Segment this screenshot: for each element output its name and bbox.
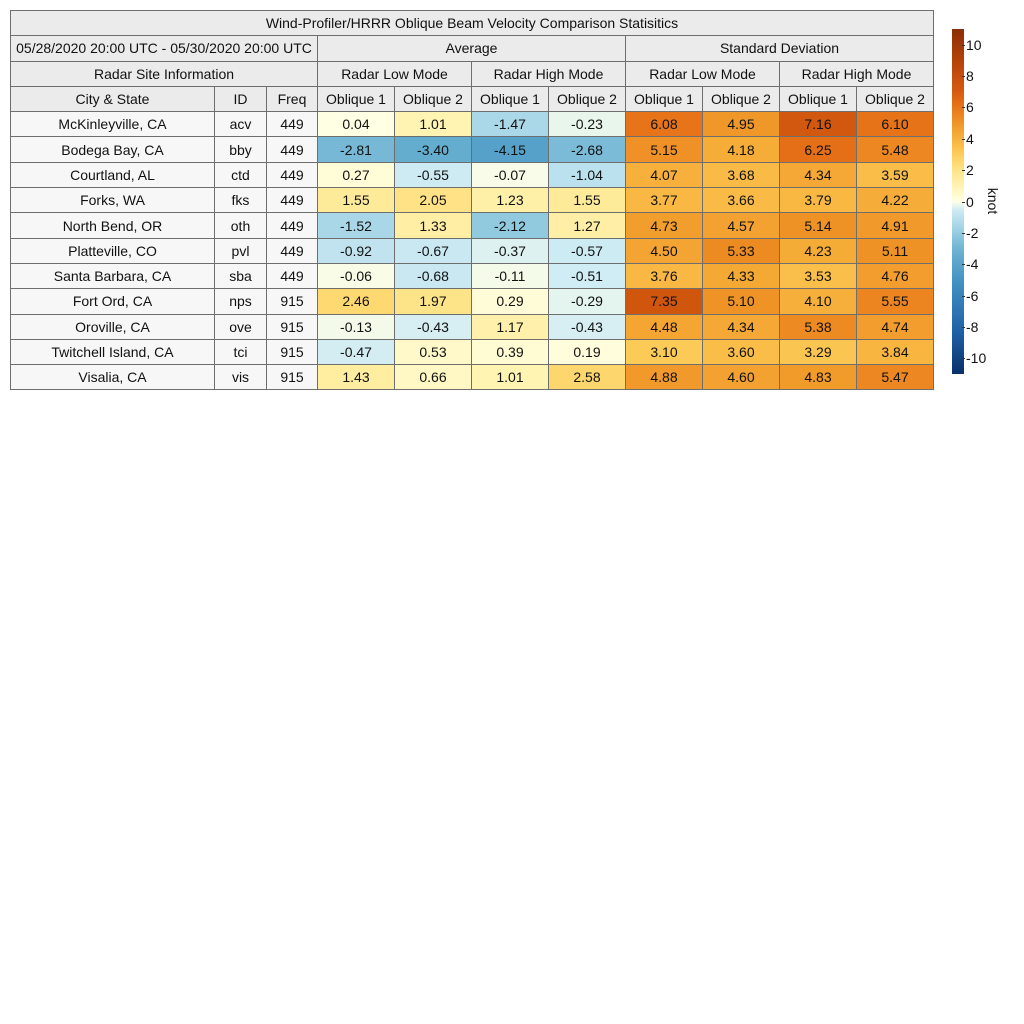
- site-city-cell: Santa Barbara, CA: [11, 263, 215, 288]
- site-freq-cell: 449: [267, 162, 318, 187]
- value-cell: -0.29: [549, 289, 626, 314]
- colorbar-tick-mark: [962, 202, 965, 203]
- value-cell: 5.10: [703, 289, 780, 314]
- value-cell: -0.67: [395, 238, 472, 263]
- site-freq-cell: 449: [267, 137, 318, 162]
- site-city-cell: Oroville, CA: [11, 314, 215, 339]
- value-cell: 2.05: [395, 188, 472, 213]
- site-freq-cell: 449: [267, 213, 318, 238]
- value-cell: 4.18: [703, 137, 780, 162]
- site-freq-cell: 915: [267, 314, 318, 339]
- value-cell: -4.15: [472, 137, 549, 162]
- value-cell: 3.10: [626, 339, 703, 364]
- value-cell: -1.04: [549, 162, 626, 187]
- site-id-cell: acv: [215, 112, 267, 137]
- value-cell: 4.76: [857, 263, 934, 288]
- id-column-header: ID: [215, 86, 267, 111]
- table-row: [11, 162, 934, 187]
- value-cell: -0.23: [549, 112, 626, 137]
- site-city-cell: North Bend, OR: [11, 213, 215, 238]
- value-cell: 1.27: [549, 213, 626, 238]
- std-dev-header: Standard Deviation: [626, 36, 934, 61]
- site-id-cell: tci: [215, 339, 267, 364]
- site-freq-cell: 449: [267, 188, 318, 213]
- site-id-cell: fks: [215, 188, 267, 213]
- site-freq-cell: 915: [267, 289, 318, 314]
- value-cell: 1.43: [318, 365, 395, 390]
- site-freq-cell: 449: [267, 263, 318, 288]
- value-cell: -0.43: [549, 314, 626, 339]
- value-cell: 3.53: [780, 263, 857, 288]
- table-row: [11, 213, 934, 238]
- colorbar-tick-mark: [962, 264, 965, 265]
- average-header: Average: [318, 36, 626, 61]
- avg-low-mode-header: Radar Low Mode: [318, 61, 472, 86]
- value-cell: 5.11: [857, 238, 934, 263]
- site-id-cell: bby: [215, 137, 267, 162]
- stats-table-container: [10, 10, 934, 390]
- site-freq-cell: 449: [267, 112, 318, 137]
- colorbar-tick-label: 6: [966, 99, 974, 116]
- value-cell: -0.47: [318, 339, 395, 364]
- value-cell: 7.35: [626, 289, 703, 314]
- value-cell: 5.15: [626, 137, 703, 162]
- site-freq-cell: 449: [267, 238, 318, 263]
- value-cell: 4.95: [703, 112, 780, 137]
- colorbar-tick-label: 8: [966, 68, 974, 85]
- value-cell: 5.47: [857, 365, 934, 390]
- site-id-cell: oth: [215, 213, 267, 238]
- value-cell: 3.60: [703, 339, 780, 364]
- value-cell: -2.68: [549, 137, 626, 162]
- table-row: [11, 314, 934, 339]
- value-cell: -0.57: [549, 238, 626, 263]
- value-cell: 4.48: [626, 314, 703, 339]
- value-cell: 4.83: [780, 365, 857, 390]
- colorbar-tick-mark: [962, 45, 965, 46]
- site-id-cell: pvl: [215, 238, 267, 263]
- std-high-mode-header: Radar High Mode: [780, 61, 934, 86]
- colorbar-tick-mark: [962, 327, 965, 328]
- colorbar-tick-mark: [962, 170, 965, 171]
- value-cell: 3.59: [857, 162, 934, 187]
- value-cell: -3.40: [395, 137, 472, 162]
- value-cell: 4.23: [780, 238, 857, 263]
- value-cell: 3.68: [703, 162, 780, 187]
- value-cell: 1.33: [395, 213, 472, 238]
- colorbar-tick-label: -10: [966, 350, 987, 367]
- colorbar-tick-mark: [962, 358, 965, 359]
- value-cell: -0.07: [472, 162, 549, 187]
- value-cell: 4.10: [780, 289, 857, 314]
- beam-column-header: Oblique 2: [549, 86, 626, 111]
- value-cell: 1.17: [472, 314, 549, 339]
- value-cell: 3.66: [703, 188, 780, 213]
- value-cell: 1.01: [472, 365, 549, 390]
- value-cell: 3.84: [857, 339, 934, 364]
- site-city-cell: Visalia, CA: [11, 365, 215, 390]
- value-cell: 6.25: [780, 137, 857, 162]
- table-row: [11, 137, 934, 162]
- value-cell: -0.37: [472, 238, 549, 263]
- colorbar-tick-mark: [962, 107, 965, 108]
- value-cell: 7.16: [780, 112, 857, 137]
- value-cell: -0.92: [318, 238, 395, 263]
- value-cell: 0.19: [549, 339, 626, 364]
- colorbar-tick-label: 2: [966, 162, 974, 179]
- value-cell: 2.46: [318, 289, 395, 314]
- value-cell: 4.34: [703, 314, 780, 339]
- value-cell: 5.55: [857, 289, 934, 314]
- value-cell: 6.10: [857, 112, 934, 137]
- value-cell: 1.97: [395, 289, 472, 314]
- value-cell: -0.11: [472, 263, 549, 288]
- colorbar-tick-label: -8: [966, 318, 979, 335]
- stats-table: [10, 10, 934, 390]
- value-cell: 1.55: [549, 188, 626, 213]
- site-id-cell: ove: [215, 314, 267, 339]
- table-row: [11, 112, 934, 137]
- value-cell: 1.55: [318, 188, 395, 213]
- value-cell: 0.29: [472, 289, 549, 314]
- colorbar-tick-label: -6: [966, 287, 979, 304]
- value-cell: 1.01: [395, 112, 472, 137]
- value-cell: 0.04: [318, 112, 395, 137]
- table-row: [11, 238, 934, 263]
- value-cell: 4.57: [703, 213, 780, 238]
- site-city-cell: McKinleyville, CA: [11, 112, 215, 137]
- table-title: Wind-Profiler/HRRR Oblique Beam Velocity Comparison Statisitics: [11, 11, 934, 36]
- value-cell: -0.43: [395, 314, 472, 339]
- site-city-cell: Bodega Bay, CA: [11, 137, 215, 162]
- value-cell: 4.22: [857, 188, 934, 213]
- site-id-cell: vis: [215, 365, 267, 390]
- avg-high-mode-header: Radar High Mode: [472, 61, 626, 86]
- value-cell: 4.88: [626, 365, 703, 390]
- value-cell: 3.76: [626, 263, 703, 288]
- site-city-cell: Twitchell Island, CA: [11, 339, 215, 364]
- value-cell: 3.79: [780, 188, 857, 213]
- colorbar-tick-label: 10: [966, 36, 982, 53]
- colorbar-tick-mark: [962, 296, 965, 297]
- beam-column-header: Oblique 2: [857, 86, 934, 111]
- value-cell: 4.07: [626, 162, 703, 187]
- value-cell: 3.77: [626, 188, 703, 213]
- site-city-cell: Platteville, CO: [11, 238, 215, 263]
- value-cell: 5.48: [857, 137, 934, 162]
- table-row: [11, 289, 934, 314]
- site-freq-cell: 915: [267, 365, 318, 390]
- site-id-cell: sba: [215, 263, 267, 288]
- value-cell: 3.29: [780, 339, 857, 364]
- colorbar-tick-label: -4: [966, 256, 979, 273]
- value-cell: -0.68: [395, 263, 472, 288]
- value-cell: 5.38: [780, 314, 857, 339]
- table-row: [11, 365, 934, 390]
- value-cell: 4.50: [626, 238, 703, 263]
- site-info-header: Radar Site Information: [11, 61, 318, 86]
- value-cell: 4.34: [780, 162, 857, 187]
- value-cell: -1.52: [318, 213, 395, 238]
- colorbar-tick-mark: [962, 233, 965, 234]
- value-cell: 2.58: [549, 365, 626, 390]
- value-cell: -0.51: [549, 263, 626, 288]
- value-cell: -0.13: [318, 314, 395, 339]
- value-cell: 5.14: [780, 213, 857, 238]
- value-cell: 0.27: [318, 162, 395, 187]
- beam-column-header: Oblique 1: [318, 86, 395, 111]
- site-freq-cell: 915: [267, 339, 318, 364]
- value-cell: 4.33: [703, 263, 780, 288]
- colorbar-tick-label: 0: [966, 193, 974, 210]
- site-city-cell: Courtland, AL: [11, 162, 215, 187]
- table-body: [11, 112, 934, 390]
- value-cell: 5.33: [703, 238, 780, 263]
- table-row: [11, 263, 934, 288]
- freq-column-header: Freq: [267, 86, 318, 111]
- table-row: [11, 339, 934, 364]
- colorbar-tick-label: 4: [966, 130, 974, 147]
- colorbar-tick-mark: [962, 139, 965, 140]
- value-cell: -2.12: [472, 213, 549, 238]
- value-cell: 6.08: [626, 112, 703, 137]
- std-low-mode-header: Radar Low Mode: [626, 61, 780, 86]
- value-cell: 1.23: [472, 188, 549, 213]
- site-id-cell: nps: [215, 289, 267, 314]
- value-cell: 4.91: [857, 213, 934, 238]
- value-cell: 4.74: [857, 314, 934, 339]
- site-id-cell: ctd: [215, 162, 267, 187]
- value-cell: -0.55: [395, 162, 472, 187]
- value-cell: 0.53: [395, 339, 472, 364]
- value-cell: -0.06: [318, 263, 395, 288]
- date-range: 05/28/2020 20:00 UTC - 05/30/2020 20:00 UTC: [11, 36, 318, 61]
- value-cell: 4.60: [703, 365, 780, 390]
- beam-column-header: Oblique 2: [703, 86, 780, 111]
- value-cell: -2.81: [318, 137, 395, 162]
- value-cell: 4.73: [626, 213, 703, 238]
- value-cell: 0.39: [472, 339, 549, 364]
- site-city-cell: Fort Ord, CA: [11, 289, 215, 314]
- colorbar-tick-label: -2: [966, 224, 979, 241]
- city-column-header: City & State: [11, 86, 215, 111]
- value-cell: -1.47: [472, 112, 549, 137]
- table-row: [11, 188, 934, 213]
- colorbar-tick-mark: [962, 76, 965, 77]
- beam-column-header: Oblique 1: [626, 86, 703, 111]
- colorbar-label: knot: [985, 187, 1001, 215]
- value-cell: 0.66: [395, 365, 472, 390]
- beam-column-header: Oblique 1: [780, 86, 857, 111]
- beam-column-header: Oblique 1: [472, 86, 549, 111]
- site-city-cell: Forks, WA: [11, 188, 215, 213]
- beam-column-header: Oblique 2: [395, 86, 472, 111]
